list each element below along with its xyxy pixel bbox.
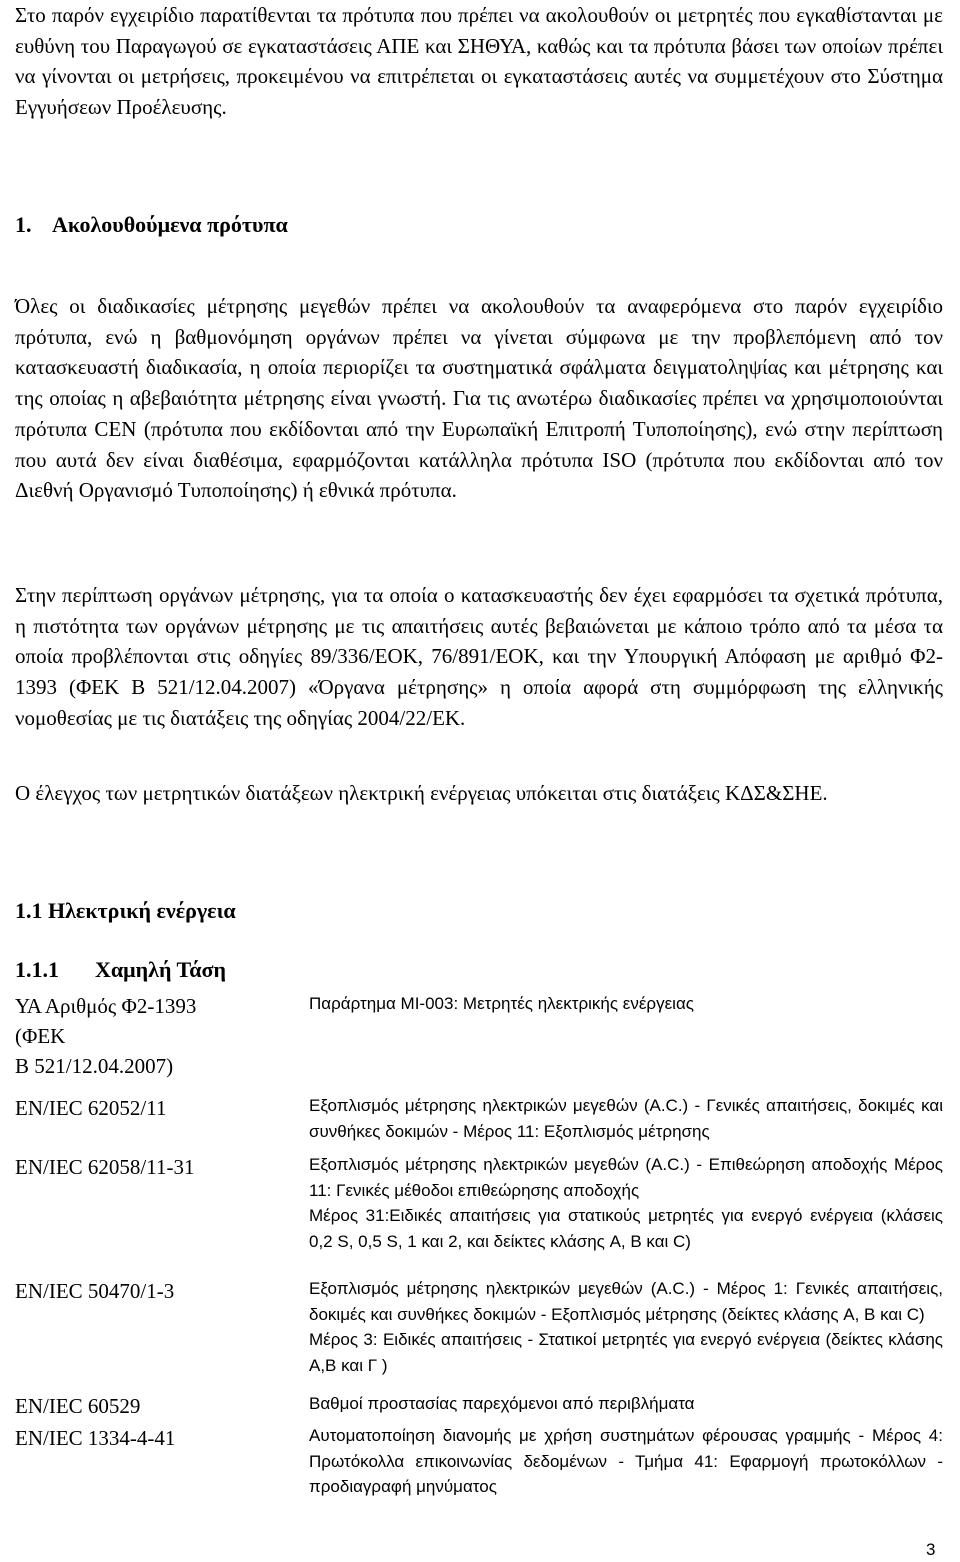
standard-code: EN/IEC 62058/11-31 xyxy=(15,1155,195,1179)
section-1-1-1-number: 1.1.1 xyxy=(15,957,59,982)
standard-description: Εξοπλισμός μέτρησης ηλεκτρικών μεγεθών (A.C.) - Επιθεώρηση αποδοχής Μέρος 11: Γενικές μέθοδοι επιθεώρησης αποδοχής xyxy=(309,1155,943,1200)
instruments-paragraph: Στην περίπτωση οργάνων μέτρησης, για τα οποία ο κατασκευαστής δεν έχει εφαρμόσει τα σχετικά πρότυπα, η πιστότητα των οργάνων μέτρησης με τις απαιτήσεις αυτές βεβαιώνεται με κάποιο τρόπο από τα μέσα τα οποία προβλέπονται στις οδηγίες 89/336/ΕΟΚ, 76/891/ΕΟΚ, και την Υπουργική Απόφαση με αριθμό Φ2-1393 (ΦΕΚ Β 521/12.04.2007) «Όργανα μέτρησης» η οποία αφορά στη συμμόρφωση της ελληνικής νομοθεσίας με τις διατάξεις της οδηγίας 2004/22/ΕΚ. xyxy=(15,583,943,730)
standard-code-cell xyxy=(15,1391,309,1423)
standard-code-cell xyxy=(15,991,309,1093)
page-number: 3 xyxy=(926,1540,936,1559)
section-1-number: 1. xyxy=(15,212,32,237)
standard-row xyxy=(15,1152,943,1276)
section-1-heading xyxy=(15,210,288,240)
standard-description-cell xyxy=(309,1276,943,1391)
standard-code: Β 521/12.04.2007) xyxy=(15,1054,174,1078)
standard-description-cell xyxy=(309,1093,943,1152)
standards-paragraph: Όλες οι διαδικασίες μέτρησης μεγεθών πρέπει να ακολουθούν τα αναφερόμενα στο παρόν εγχειρίδιο πρότυπα, ενώ η βαθμονόμηση οργάνων πρέπει να γίνεται σύμφωνα με την προβλεπόμενη από τον κατασκευαστή διαδικασία, η οποία περιορίζει τα συστηματικά σφάλματα δειγματοληψίας και μέτρησης και της οποίας η αβεβαιότητα μέτρησης είναι γνωστή. Για τις ανωτέρω διαδικασίες πρέπει να χρησιμοποιούνται πρότυπα CEN (πρότυπα που εκδίδονται από την Ευρωπαϊκή Επιτροπή Τυποποίησης), ενώ στην περίπτωση που αυτά δεν είναι διαθέσιμα, εφαρμόζονται κατάλληλα πρότυπα ISO (πρότυπα που εκδίδονται από τον Διεθνή Οργανισμό Τυποποίησης) ή εθνικά πρότυπα. xyxy=(15,294,943,503)
standard-code-cell xyxy=(15,1093,309,1152)
standard-code-cell xyxy=(15,1423,309,1500)
standard-row xyxy=(15,1093,943,1152)
standard-row xyxy=(15,1276,943,1391)
standard-code-cell xyxy=(15,1152,309,1276)
standard-description: Αυτοματοποίηση διανομής με χρήση συστημάτων φέρουσας γραμμής - Μέρος 4: Πρωτόκολλα επικοινωνίας δεδομένων - Τμήμα 41: Εφαρμογή πρωτοκόλλων - προδιαγραφή μηνύματος xyxy=(309,1426,943,1496)
standards-table-body xyxy=(15,991,943,1500)
standard-row xyxy=(15,1423,943,1500)
standard-description-cell xyxy=(309,1423,943,1500)
section-1-1-heading: 1.1 Ηλεκτρική ενέργεια xyxy=(15,898,236,923)
standard-description: Εξοπλισμός μέτρησης ηλεκτρικών μεγεθών (A.C.) - Γενικές απαιτήσεις, δοκιμές και συνθήκες δοκιμών - Μέρος 11: Εξοπλισμός μέτρησης xyxy=(309,1096,943,1141)
standard-description: Εξοπλισμός μέτρησης ηλεκτρικών μεγεθών (A.C.) - Μέρος 1: Γενικές απαιτήσεις, δοκιμές και συνθήκες δοκιμών - Εξοπλισμός μέτρησης (δείκτες κλάσης A, B και C) xyxy=(309,1279,943,1324)
standard-code: (ΦΕΚ xyxy=(15,1024,66,1048)
standard-code: EN/IEC 50470/1-3 xyxy=(15,1279,175,1303)
standard-row xyxy=(15,991,943,1093)
standard-description-cell xyxy=(309,1152,943,1276)
standard-code: EN/IEC 60529 xyxy=(15,1394,141,1418)
control-paragraph: Ο έλεγχος των μετρητικών διατάξεων ηλεκτρική ενέργειας υπόκειται στις διατάξεις ΚΔΣ&ΣΗΕ. xyxy=(15,781,828,805)
standard-description-cell xyxy=(309,991,943,1093)
section-1-title: Ακολουθούμενα πρότυπα xyxy=(52,212,288,237)
standard-description: Μέρος 3: Ειδικές απαιτήσεις - Στατικοί μετρητές για ενεργό ενέργεια (δείκτες κλάσης A,B και Γ ) xyxy=(309,1330,943,1375)
standard-code: EN/IEC 1334-4-41 xyxy=(15,1426,176,1450)
section-1-1-1-title: Χαμηλή Τάση xyxy=(95,957,226,982)
standard-code: EN/IEC 62052/11 xyxy=(15,1096,167,1120)
standard-description: Παράρτημα MI-003: Μετρητές ηλεκτρικής ενέργειας xyxy=(309,994,694,1013)
standard-code-cell xyxy=(15,1276,309,1391)
standard-code: ΥΑ Αριθμός Φ2-1393 xyxy=(15,994,197,1018)
intro-paragraph: Στο παρόν εγχειρίδιο παρατίθενται τα πρότυπα που πρέπει να ακολουθούν οι μετρητές που εγκαθίστανται με ευθύνη του Παραγωγού σε εγκαταστάσεις ΑΠΕ και ΣΗΘΥΑ, καθώς και τα πρότυπα βάσει των οποίων πρέπει να γίνονται οι μετρήσεις, προκειμένου να επιτρέπεται οι εγκαταστάσεις αυτές να συμμετέχουν στο Σύστημα Εγγυήσεων Προέλευσης. xyxy=(15,3,943,120)
standard-description: Βαθμοί προστασίας παρεχόμενοι από περιβλήματα xyxy=(309,1394,695,1413)
section-1-1-1-heading xyxy=(15,955,226,985)
standard-row xyxy=(15,1391,943,1423)
standard-description-cell xyxy=(309,1391,943,1423)
standard-description: Μέρος 31:Ειδικές απαιτήσεις για στατικούς μετρητές για ενεργό ενέργεια (κλάσεις 0,2 S, 0,5 S, 1 και 2, και δείκτες κλάσης A, B και C) xyxy=(309,1206,943,1251)
standards-table xyxy=(15,991,943,1500)
